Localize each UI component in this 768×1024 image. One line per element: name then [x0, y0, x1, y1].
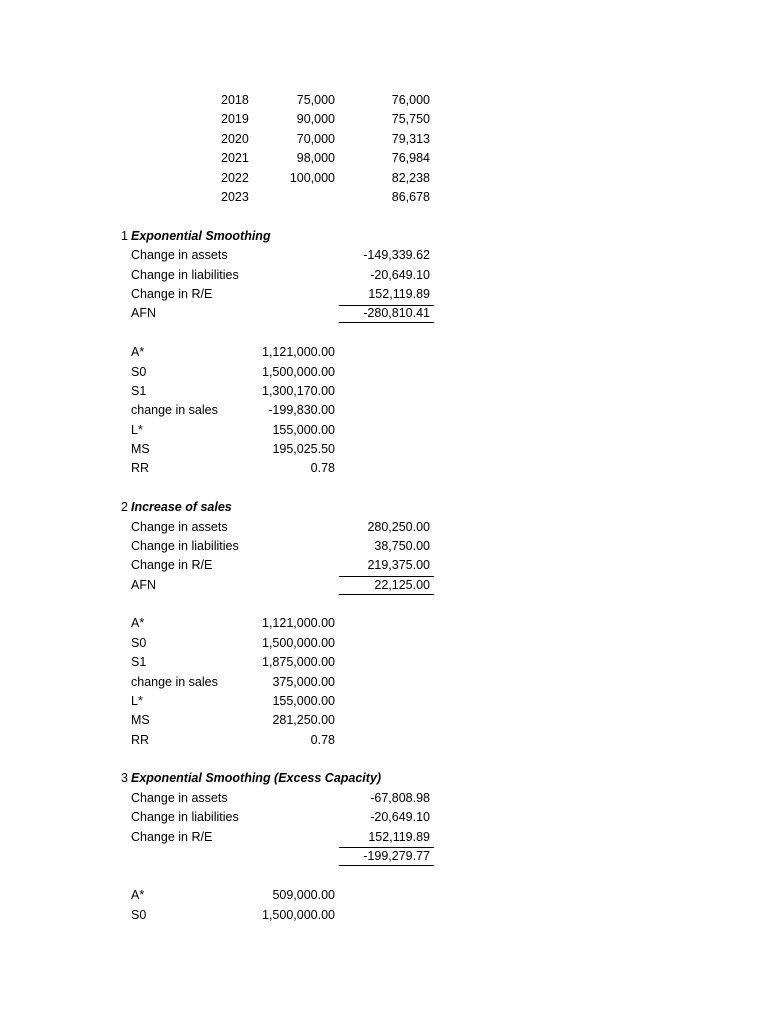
- afn-row: [0, 808, 768, 827]
- section-heading: [0, 498, 768, 517]
- table-row: [0, 110, 768, 129]
- row-label: Change in assets: [131, 520, 228, 534]
- row-value: 1,300,170.00: [262, 384, 335, 398]
- forecast-cell: 79,313: [391, 132, 430, 146]
- row-value: 1,121,000.00: [262, 345, 335, 359]
- year-cell: 2022: [221, 171, 249, 185]
- input-row: [0, 886, 768, 905]
- actual-cell: 75,000: [296, 93, 335, 107]
- total-underline: [339, 594, 434, 595]
- row-label: RR: [131, 461, 150, 475]
- input-row: [0, 421, 768, 440]
- input-row: [0, 673, 768, 692]
- row-label: MS: [131, 713, 150, 727]
- input-row: [0, 731, 768, 750]
- row-value: -199,279.77: [363, 849, 430, 863]
- input-row: [0, 614, 768, 633]
- row-value: -149,339.62: [363, 248, 430, 262]
- forecast-cell: 76,984: [391, 151, 430, 165]
- afn-row: [0, 518, 768, 537]
- table-row: [0, 130, 768, 149]
- table-row: [0, 188, 768, 207]
- forecast-cell: 75,750: [391, 112, 430, 126]
- row-value: 0.78: [310, 733, 335, 747]
- year-cell: 2018: [221, 93, 249, 107]
- row-label: AFN: [131, 306, 156, 320]
- row-label: Change in liabilities: [131, 539, 239, 553]
- section-number: 2: [121, 500, 128, 514]
- row-label: A*: [131, 888, 145, 902]
- row-value: 375,000.00: [272, 675, 335, 689]
- row-value: 195,025.50: [272, 442, 335, 456]
- total-underline: [339, 322, 434, 323]
- afn-row: [0, 556, 768, 575]
- row-label: S0: [131, 908, 147, 922]
- forecast-cell: 76,000: [391, 93, 430, 107]
- row-label: S1: [131, 384, 147, 398]
- section-number: 1: [121, 229, 128, 243]
- row-label: S0: [131, 636, 147, 650]
- row-label: L*: [131, 423, 143, 437]
- row-label: Change in liabilities: [131, 268, 239, 282]
- row-value: 1,500,000.00: [262, 365, 335, 379]
- row-value: -67,808.98: [370, 791, 430, 805]
- row-value: 155,000.00: [272, 423, 335, 437]
- row-label: Change in assets: [131, 248, 228, 262]
- input-row: [0, 692, 768, 711]
- afn-total-row: [0, 576, 768, 595]
- row-label: Change in R/E: [131, 558, 213, 572]
- row-value: 1,875,000.00: [262, 655, 335, 669]
- row-label: Change in R/E: [131, 830, 213, 844]
- row-label: Change in liabilities: [131, 810, 239, 824]
- row-value: 280,250.00: [367, 520, 430, 534]
- actual-cell: 70,000: [296, 132, 335, 146]
- year-cell: 2021: [221, 151, 249, 165]
- forecast-cell: 86,678: [391, 190, 430, 204]
- input-row: [0, 634, 768, 653]
- row-label: S1: [131, 655, 147, 669]
- row-value: 155,000.00: [272, 694, 335, 708]
- row-value: -280,810.41: [363, 306, 430, 320]
- section-title: Exponential Smoothing (Excess Capacity): [131, 771, 382, 785]
- row-value: 152,119.89: [368, 287, 430, 301]
- input-row: [0, 440, 768, 459]
- afn-row: [0, 828, 768, 847]
- row-value: 1,500,000.00: [262, 636, 335, 650]
- afn-row: [0, 285, 768, 304]
- row-value: 1,500,000.00: [262, 908, 335, 922]
- row-value: 509,000.00: [272, 888, 335, 902]
- table-row: [0, 91, 768, 110]
- row-label: change in sales: [131, 403, 218, 417]
- row-label: RR: [131, 733, 150, 747]
- total-underline: [339, 865, 434, 866]
- row-value: 219,375.00: [367, 558, 430, 572]
- actual-cell: 90,000: [296, 112, 335, 126]
- afn-row: [0, 266, 768, 285]
- section-heading: [0, 769, 768, 788]
- row-value: 152,119.89: [368, 830, 430, 844]
- section-title: Increase of sales: [131, 500, 232, 514]
- row-label: A*: [131, 616, 145, 630]
- actual-cell: 98,000: [296, 151, 335, 165]
- row-label: L*: [131, 694, 143, 708]
- row-label: A*: [131, 345, 145, 359]
- table-row: [0, 169, 768, 188]
- row-label: change in sales: [131, 675, 218, 689]
- row-label: Change in assets: [131, 791, 228, 805]
- input-row: [0, 711, 768, 730]
- input-row: [0, 459, 768, 478]
- section-heading: [0, 227, 768, 246]
- year-cell: 2020: [221, 132, 249, 146]
- input-row: [0, 343, 768, 362]
- row-value: -20,649.10: [370, 268, 430, 282]
- row-value: 38,750.00: [374, 539, 430, 553]
- input-row: [0, 653, 768, 672]
- afn-total-row: [0, 847, 768, 866]
- afn-row: [0, 246, 768, 265]
- row-value: -20,649.10: [370, 810, 430, 824]
- section-number: 3: [121, 771, 128, 785]
- afn-row: [0, 789, 768, 808]
- input-row: [0, 382, 768, 401]
- input-row: [0, 401, 768, 420]
- afn-row: [0, 537, 768, 556]
- input-row: [0, 363, 768, 382]
- row-value: 281,250.00: [272, 713, 335, 727]
- row-value: 0.78: [310, 461, 335, 475]
- year-cell: 2023: [221, 190, 249, 204]
- row-value: 1,121,000.00: [262, 616, 335, 630]
- year-cell: 2019: [221, 112, 249, 126]
- row-value: -199,830.00: [268, 403, 335, 417]
- row-label: AFN: [131, 578, 156, 592]
- row-label: Change in R/E: [131, 287, 213, 301]
- input-row: [0, 906, 768, 925]
- forecast-cell: 82,238: [391, 171, 430, 185]
- row-label: MS: [131, 442, 150, 456]
- afn-total-row: [0, 304, 768, 323]
- table-row: [0, 149, 768, 168]
- actual-cell: 100,000: [289, 171, 335, 185]
- row-label: S0: [131, 365, 147, 379]
- section-title: Exponential Smoothing: [131, 229, 271, 243]
- row-value: 22,125.00: [374, 578, 430, 592]
